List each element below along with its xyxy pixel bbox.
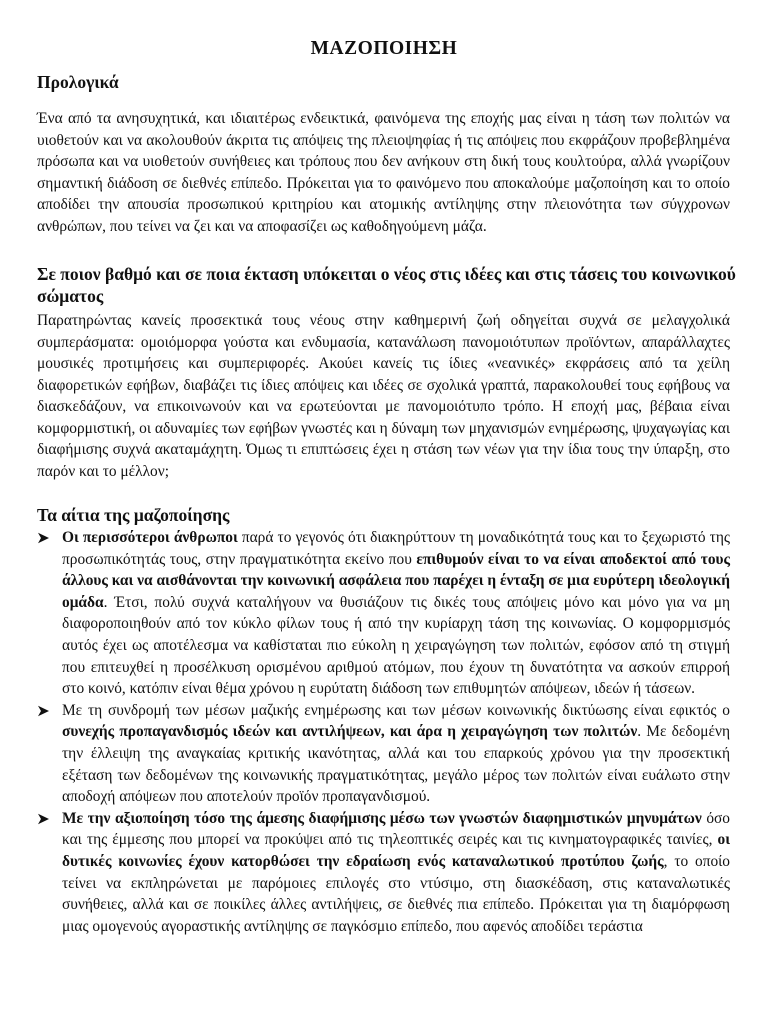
section-heading-causes: Τα αίτια της μαζοποίησης <box>37 505 230 525</box>
bullet-segment: συνεχής προπαγανδισμός ιδεών και αντιλήψεων, και άρα η χειραγώγηση των πολιτών <box>62 723 638 741</box>
list-item <box>37 808 730 938</box>
bullet-segment: όσο και της έμμεσης που μπορεί να προκύψει από τις τηλεοπτικές σειρές και τις κινηματογραφικές ταινίες, <box>62 809 731 849</box>
bullet-text <box>62 702 730 805</box>
bullet-segment: . Με δεδομένη την έλλειψη της αναγκαίας κριτικής ικανότητας, αλλά και του επαρκούς χρόνου για την προσεκτική εξέταση των δεδομένων της κοινωνικής πραγματικότητας, μεγάλο μέρος των πολιτών είναι ευάλωτο στην αποδοχή απόψεων που αποτελούν προϊόν προπαγανδισμού. <box>62 723 730 806</box>
bullet-segment: Με την αξιοποίηση τόσο της άμεσης διαφήμισης μέσω των γνωστών διαφημιστικών μηνυμάτων <box>62 809 702 827</box>
section-heading-youth: Σε ποιον βαθμό και σε ποια έκταση υπόκειται ο νέος στις ιδέες και στις τάσεις του κοινωνικού σώματος <box>37 264 736 306</box>
youth-paragraph: Παρατηρώντας κανείς προσεκτικά τους νέους στην καθημερινή ζωή οδηγείται συχνά σε μελαγχολικά συμπεράσματα: ομοιόμορφα γούστα και ενδυμασία, κατανάλωση πανομοιότυπων προϊόντων, απαράλλαχτες μουσικές προτιμήσεις και συμπεριφορές. Ακούει κανείς τις ίδιες «νεανικές» εκφράσεις από τα χείλη διαφορετικών εφήβων, διαβάζει τις ίδιες απόψεις και ιδέες σε σχολικά γραπτά, παρακολουθεί τους εφήβους να διασκεδάζουν, να επικοινωνούν και να ερωτεύονται με πανομοιότυπο τρόπο. Η εποχή μας, βέβαια είναι κομφορμιστική, οι αδυναμίες των εφήβων γνωστές και η δύναμη των μηχανισμών ενημέρωσης, ψυχαγωγίας και διαφήμισης συχνά ακαταμάχητη. Όμως τι επιπτώσεις έχει η στάση των νέων για την ίδια τους την ύπαρξη, στο παρόν και το μέλλον; <box>37 312 730 480</box>
causes-list <box>37 527 730 937</box>
bullet-segment: , το οποίο τείνει να εκπληρώνεται με παρόμοιες επιλογές στο ντύσιμο, στη διασκέδαση, στις καταναλωτικές συνήθειες, αλλά και σε ποικίλες άλλες αντιλήψεις, σε διεθνές πια επίπεδο. Πρόκειται για τη διαμόρφωση μιας ομογενούς αγοραστικής αντίληψης σε παγκόσμιο επίπεδο, που αφενός αποδίδει τεράστια <box>62 852 731 935</box>
bullet-text <box>62 529 730 697</box>
section-heading-prologue: Προλογικά <box>37 72 119 92</box>
arrow-bullet-icon <box>37 813 50 825</box>
bullet-segment: επιθυμούν είναι το να είναι αποδεκτοί από τους άλλους και να αισθάνονται την κοινωνική ασφάλεια που παρέχει η ένταξη σε μια ευρύτερη ιδεολογική ομάδα <box>62 550 730 611</box>
bullet-segment: οι δυτικές κοινωνίες έχουν κατορθώσει την εδραίωση ενός καταναλωτικού προτύπου ζωής <box>62 831 730 870</box>
page-title: ΜΑΖΟΠΟΙΗΣΗ <box>310 38 458 59</box>
prologue-paragraph: Ένα από τα ανησυχητικά, και ιδιαιτέρως ενδεικτικά, φαινόμενα της εποχής μας είναι η τάση των πολιτών να υιοθετούν και να ακολουθούν άκριτα τις απόψεις της πλειοψηφίας ή τις απόψεις που εκφράζουν προβεβλημένα πρόσωπα και να υιοθετούν συνήθειες και τρόπους που δεν ανήκουν στη δική τους κουλτούρα, αλλά γνωρίζουν σημαντική διάδοση σε διεθνές επίπεδο. Πρόκειται για το φαινόμενο που αποκαλούμε μαζοποίηση και το οποίο αποδίδει την απουσία προσωπικού κριτηρίου και ατομικής αντίληψης στην πλειονότητα των σύγχρονων ανθρώπων, που τείνει να ζει και να αποφασίζει ως καθοδηγούμενη μάζα. <box>37 110 730 235</box>
bullet-segment: Οι περισσότεροι άνθρωποι <box>62 529 238 546</box>
arrow-bullet-icon <box>37 532 50 544</box>
list-item <box>37 700 730 808</box>
bullet-text <box>62 810 730 935</box>
arrow-bullet-icon <box>37 705 50 717</box>
bullet-segment: . Έτσι, πολύ συχνά καταλήγουν να θυσιάζουν τις δικές τους απόψεις μόνο και μόνο για να μη διαφοροποιηθούν από τον κύκλο φίλων τους ή από την κυρίαρχη τάση της κοινωνίας. Ο κομφορμισμός αυτός έχει ως αποτέλεσμα να καθίσταται πιο εύκολη η χειραγώγηση των πολιτών, εφόσον από τη στιγμή που επιτευχθεί η προσέλκυση ορισμένου αριθμού ατόμων, που έχουν τη δυνατότητα να ασκούν επιρροή στο κοινό, κατόπιν είναι θέμα χρόνου η ευρύτατη διάδοση των επιθυμητών απόψεων, ιδεών ή τάσεων. <box>62 593 730 698</box>
list-item <box>37 527 730 700</box>
bullet-segment: Με τη συνδρομή των μέσων μαζικής ενημέρωσης και των μέσων κοινωνικής δικτύωσης είναι εφικτός ο <box>62 701 730 719</box>
bullet-segment: παρά το γεγονός ότι διακηρύττουν τη μοναδικότητά τους και το ξεχωριστό της προσωπικότητάς τους, στην πραγματικότητα εκείνο που <box>62 529 730 568</box>
